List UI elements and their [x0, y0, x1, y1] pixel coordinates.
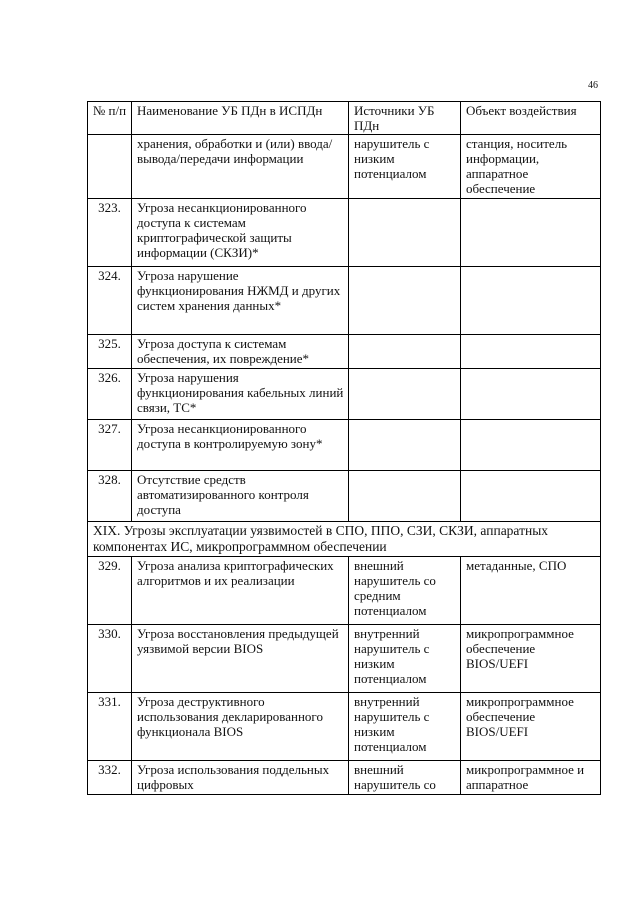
table-row — [88, 557, 601, 625]
cell-object: микропрограммное обеспечение BIOS/UEFI — [461, 693, 601, 761]
cell-object: микропрограммное и аппаратное — [461, 761, 601, 795]
table-row — [88, 693, 601, 761]
header-source: Источники УБ ПДн — [349, 102, 461, 135]
table-row — [88, 420, 601, 471]
cell-num: 326. — [88, 369, 132, 420]
table-row — [88, 135, 601, 199]
cell-source — [349, 369, 461, 420]
header-name: Наименование УБ ПДн в ИСПДн — [132, 102, 349, 135]
cell-name: Угроза доступа к системам обеспечения, их повреждение* — [132, 335, 349, 369]
cell-source — [349, 471, 461, 522]
cell-num: 325. — [88, 335, 132, 369]
table-row — [88, 761, 601, 795]
cell-num: 324. — [88, 267, 132, 335]
cell-source: внутренний нарушитель с низким потенциалом — [349, 625, 461, 693]
table-row — [88, 199, 601, 267]
section-title: XIX. Угрозы эксплуатации уязвимостей в СПО, ППО, СЗИ, СКЗИ, аппаратных компонентах ИС, микропрограммном обеспечении — [88, 522, 601, 557]
section-heading-row — [88, 522, 601, 557]
cell-object — [461, 335, 601, 369]
cell-name: Угроза нарушения функционирования кабельных линий связи, ТС* — [132, 369, 349, 420]
cell-num: 332. — [88, 761, 132, 795]
cell-num: 327. — [88, 420, 132, 471]
cell-num: 329. — [88, 557, 132, 625]
table-row — [88, 335, 601, 369]
cell-object — [461, 199, 601, 267]
cell-object — [461, 420, 601, 471]
cell-num: 330. — [88, 625, 132, 693]
cell-num: 331. — [88, 693, 132, 761]
cell-object — [461, 267, 601, 335]
cell-name: Угроза несанкционированного доступа к системам криптографической защиты информации (СКЗИ)* — [132, 199, 349, 267]
cell-num: 323. — [88, 199, 132, 267]
threats-table — [87, 101, 601, 795]
cell-name: Угроза использования поддельных цифровых — [132, 761, 349, 795]
table-row — [88, 471, 601, 522]
cell-object: микропрограммное обеспечение BIOS/UEFI — [461, 625, 601, 693]
cell-source: внешний нарушитель со средним потенциалом — [349, 557, 461, 625]
table-header-row — [88, 102, 601, 135]
table-row — [88, 369, 601, 420]
table-row — [88, 267, 601, 335]
cell-object — [461, 369, 601, 420]
header-num: № п/п — [88, 102, 132, 135]
cell-source — [349, 420, 461, 471]
table-row — [88, 625, 601, 693]
cell-num: 328. — [88, 471, 132, 522]
cell-object: метаданные, СПО — [461, 557, 601, 625]
cell-name: Угроза восстановления предыдущей уязвимой версии BIOS — [132, 625, 349, 693]
cell-name: Угроза нарушение функционирования НЖМД и других систем хранения данных* — [132, 267, 349, 335]
cell-source: внешний нарушитель со — [349, 761, 461, 795]
cell-source — [349, 267, 461, 335]
cell-name: Отсутствие средств автоматизированного контроля доступа — [132, 471, 349, 522]
header-object: Объект воздействия — [461, 102, 601, 135]
cell-source: нарушитель с низким потенциалом — [349, 135, 461, 199]
cell-name: Угроза несанкционированного доступа в контролируемую зону* — [132, 420, 349, 471]
cell-name: Угроза деструктивного использования декларированного функционала BIOS — [132, 693, 349, 761]
cell-name: Угроза анализа криптографических алгоритмов и их реализации — [132, 557, 349, 625]
cell-source — [349, 335, 461, 369]
cell-object — [461, 471, 601, 522]
cell-object: станция, носитель информации, аппаратное обеспечение — [461, 135, 601, 199]
cell-num — [88, 135, 132, 199]
cell-name: хранения, обработки и (или) ввода/вывода/передачи информации — [132, 135, 349, 199]
cell-source — [349, 199, 461, 267]
page-number: 46 — [588, 80, 598, 91]
cell-source: внутренний нарушитель с низким потенциалом — [349, 693, 461, 761]
